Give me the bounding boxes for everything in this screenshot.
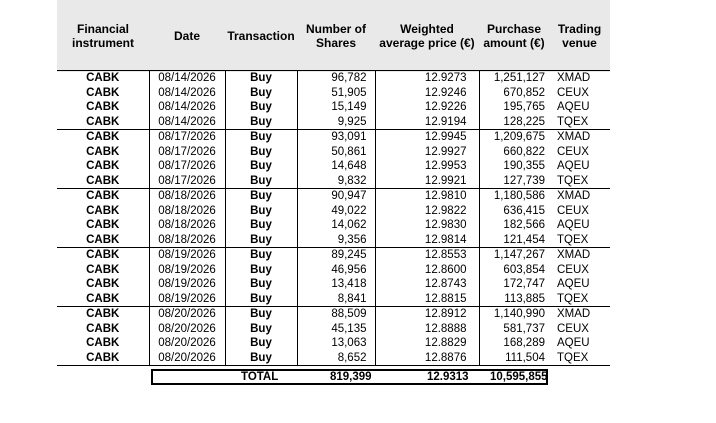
cell-instrument: CABK (57, 307, 149, 322)
cell-transaction: Buy (250, 160, 272, 172)
header-transaction: Transaction (227, 29, 295, 43)
cell-amount: 1,251,127 (479, 71, 549, 86)
cell-date: 08/19/2026 (149, 248, 225, 263)
cell-price: 12.8876 (375, 351, 479, 366)
cell-amount: 113,885 (479, 292, 549, 307)
total-row (151, 369, 548, 385)
total-label: TOTAL (241, 371, 279, 383)
cell-shares: 46,956 (297, 263, 375, 278)
table-row (57, 218, 610, 233)
table-row (57, 189, 610, 204)
table-row (57, 248, 610, 263)
cell-transaction: Buy (225, 307, 297, 322)
cell-venue: TQEX (557, 115, 589, 128)
cell-amount: 1,140,990 (479, 307, 549, 322)
table-row (57, 130, 610, 145)
cell-transaction: Buy (250, 322, 272, 335)
cell-shares: 45,135 (297, 322, 375, 337)
cell-price: 12.8888 (375, 322, 479, 337)
cell-amount: 1,147,267 (479, 248, 549, 263)
cell-shares: 93,091 (297, 130, 375, 145)
cell-venue: TQEX (557, 233, 589, 246)
cell-transaction: Buy (250, 204, 272, 217)
cell-price: 12.8912 (375, 307, 479, 322)
cell-date: 08/18/2026 (149, 233, 225, 248)
table-row (57, 204, 610, 219)
cell-venue: TQEX (557, 292, 589, 305)
table-row (57, 86, 610, 101)
cell-transaction: Buy (250, 174, 272, 187)
cell-transaction: Buy (250, 219, 272, 231)
table-row (57, 100, 610, 115)
cell-date: 08/20/2026 (149, 322, 225, 337)
cell-amount: 182,566 (479, 218, 549, 233)
cell-transaction: Buy (250, 233, 272, 246)
cell-transaction: Buy (250, 145, 272, 158)
cell-price: 12.9921 (375, 174, 479, 189)
cell-instrument: CABK (86, 145, 120, 158)
cell-venue: XMAD (549, 189, 610, 204)
header-amount: Purchase amount (€) (483, 22, 545, 50)
cell-shares: 14,648 (297, 159, 375, 174)
cell-instrument: CABK (86, 337, 120, 349)
cell-date: 08/17/2026 (149, 159, 225, 174)
cell-instrument: CABK (86, 322, 120, 335)
cell-venue: CEUX (557, 204, 589, 217)
table-row (57, 351, 610, 366)
cell-amount: 195,765 (479, 100, 549, 115)
cell-instrument: CABK (86, 160, 120, 172)
cell-date: 08/18/2026 (149, 218, 225, 233)
cell-venue: AQEU (557, 337, 590, 349)
header-shares: Number of Shares (306, 22, 366, 50)
cell-transaction: Buy (250, 337, 272, 349)
cell-transaction: Buy (250, 278, 272, 290)
cell-instrument: CABK (86, 278, 120, 290)
cell-amount: 660,822 (479, 145, 549, 160)
table-row (57, 322, 610, 337)
cell-date: 08/20/2026 (149, 336, 225, 351)
cell-price: 12.9945 (375, 130, 479, 145)
cell-date: 08/19/2026 (149, 277, 225, 292)
cell-instrument: CABK (57, 248, 149, 263)
cell-shares: 9,925 (297, 115, 375, 130)
cell-transaction: Buy (250, 101, 272, 113)
cell-shares: 50,861 (297, 145, 375, 160)
cell-venue: AQEU (557, 101, 590, 113)
table-row (57, 159, 610, 174)
cell-amount: 1,209,675 (479, 130, 549, 145)
cell-date: 08/17/2026 (149, 145, 225, 160)
cell-venue: AQEU (557, 160, 590, 172)
cell-price: 12.9822 (375, 204, 479, 219)
cell-shares: 15,149 (297, 100, 375, 115)
header-date: Date (173, 29, 200, 43)
cell-shares: 9,832 (297, 174, 375, 189)
cell-shares: 96,782 (297, 71, 375, 86)
cell-transaction: Buy (225, 130, 297, 145)
cell-date: 08/14/2026 (149, 71, 225, 86)
cell-date: 08/14/2026 (149, 115, 225, 130)
cell-venue: CEUX (557, 86, 589, 99)
cell-price: 12.9226 (375, 100, 479, 115)
cell-transaction: Buy (225, 71, 297, 86)
cell-amount: 603,854 (479, 263, 549, 278)
cell-amount: 128,225 (479, 115, 549, 130)
cell-price: 12.9830 (375, 218, 479, 233)
cell-shares: 8,841 (297, 292, 375, 307)
header-venue: Trading venue (557, 22, 602, 50)
cell-instrument: CABK (86, 219, 120, 231)
cell-venue: XMAD (549, 71, 610, 86)
cell-date: 08/14/2026 (149, 100, 225, 115)
cell-date: 08/18/2026 (149, 189, 225, 204)
cell-venue: AQEU (557, 278, 590, 290)
cell-instrument: CABK (86, 263, 120, 276)
cell-shares: 51,905 (297, 86, 375, 101)
cell-date: 08/20/2026 (149, 351, 225, 366)
cell-price: 12.8553 (375, 248, 479, 263)
cell-price: 12.8829 (375, 336, 479, 351)
cell-amount: 670,852 (479, 86, 549, 101)
cell-venue: XMAD (549, 130, 610, 145)
cell-instrument: CABK (57, 130, 149, 145)
cell-instrument: CABK (57, 351, 149, 366)
cell-shares: 9,356 (297, 233, 375, 248)
table-row (57, 174, 610, 189)
cell-transaction: Buy (250, 292, 272, 305)
cell-amount: 168,289 (479, 336, 549, 351)
cell-transaction: Buy (225, 248, 297, 263)
cell-price: 12.9927 (375, 145, 479, 160)
cell-date: 08/19/2026 (149, 292, 225, 307)
cell-price: 12.8600 (375, 263, 479, 278)
cell-transaction: Buy (250, 263, 272, 276)
table-row (57, 336, 610, 351)
cell-transaction: Buy (250, 115, 272, 128)
cell-shares: 8,652 (297, 351, 375, 366)
cell-instrument: CABK (86, 292, 120, 305)
cell-price: 12.9194 (375, 115, 479, 130)
transactions-table (57, 70, 610, 366)
header-price: Weighted average price (€) (379, 22, 475, 50)
cell-shares: 88,509 (297, 307, 375, 322)
cell-shares: 49,022 (297, 204, 375, 219)
table-row (57, 307, 610, 322)
cell-date: 08/14/2026 (149, 86, 225, 101)
cell-transaction: Buy (225, 189, 297, 204)
cell-instrument: CABK (57, 189, 149, 204)
cell-amount: 111,504 (479, 351, 549, 366)
cell-shares: 13,418 (297, 277, 375, 292)
table-row (57, 292, 610, 307)
cell-amount: 1,180,586 (479, 189, 549, 204)
cell-venue: XMAD (549, 248, 610, 263)
cell-shares: 13,063 (297, 336, 375, 351)
cell-amount: 172,747 (479, 277, 549, 292)
cell-amount: 127,739 (479, 174, 549, 189)
table-row (57, 263, 610, 278)
cell-price: 12.9953 (375, 159, 479, 174)
cell-venue: XMAD (549, 307, 610, 322)
cell-venue: CEUX (557, 145, 589, 158)
cell-price: 12.9814 (375, 233, 479, 248)
cell-amount: 581,737 (479, 322, 549, 337)
cell-instrument: CABK (86, 204, 120, 217)
cell-instrument: CABK (86, 115, 120, 128)
table-row (57, 145, 610, 160)
cell-venue: CEUX (557, 263, 589, 276)
cell-transaction: Buy (250, 86, 272, 99)
cell-instrument: CABK (86, 86, 120, 99)
cell-shares: 89,245 (297, 248, 375, 263)
cell-price: 12.8815 (375, 292, 479, 307)
cell-price: 12.8743 (375, 277, 479, 292)
cell-price: 12.9810 (375, 189, 479, 204)
cell-amount: 636,415 (479, 204, 549, 219)
table-row (57, 233, 610, 248)
cell-date: 08/19/2026 (149, 263, 225, 278)
cell-venue: AQEU (557, 219, 590, 231)
cell-instrument: CABK (86, 233, 120, 246)
header-instrument: Financial instrument (71, 22, 134, 50)
total-shares: 819,399 (330, 371, 372, 383)
cell-instrument: CABK (86, 174, 120, 187)
cell-price: 12.9273 (375, 71, 479, 86)
cell-instrument: CABK (86, 101, 120, 113)
cell-venue: TQEX (549, 351, 610, 366)
cell-venue: TQEX (557, 174, 589, 187)
cell-date: 08/17/2026 (149, 130, 225, 145)
total-amount: 10,595,855 (490, 371, 548, 383)
cell-shares: 14,062 (297, 218, 375, 233)
cell-transaction: Buy (225, 351, 297, 366)
cell-date: 08/17/2026 (149, 174, 225, 189)
total-price: 12.9313 (427, 371, 469, 383)
cell-date: 08/18/2026 (149, 204, 225, 219)
cell-instrument: CABK (57, 71, 149, 86)
table-header (57, 0, 610, 72)
cell-venue: CEUX (557, 322, 589, 335)
table-row (57, 277, 610, 292)
cell-amount: 121,454 (479, 233, 549, 248)
cell-amount: 190,355 (479, 159, 549, 174)
table-row (57, 115, 610, 130)
cell-date: 08/20/2026 (149, 307, 225, 322)
table-row (57, 71, 610, 86)
cell-shares: 90,947 (297, 189, 375, 204)
cell-price: 12.9246 (375, 86, 479, 101)
